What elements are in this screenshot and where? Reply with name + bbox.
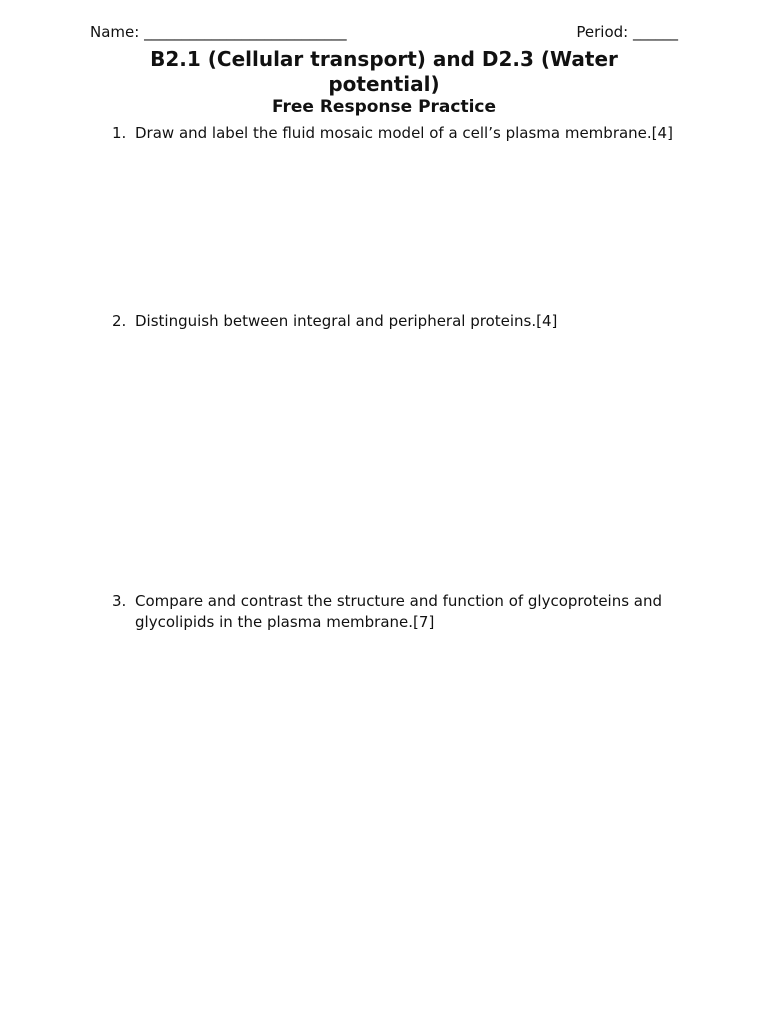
question-number: 2. <box>112 312 127 330</box>
question-number: 3. <box>112 592 127 610</box>
question-number: 1. <box>112 124 127 142</box>
period-field[interactable]: Period: ______ <box>576 23 678 41</box>
question-text: Distinguish between integral and peripheral proteins.[4] <box>135 312 558 330</box>
page-subtitle: Free Response Practice <box>271 97 497 117</box>
answer-space-2[interactable] <box>112 338 692 578</box>
page-title: B2.1 (Cellular transport) and D2.3 (Water potential) <box>150 47 618 96</box>
name-field[interactable]: Name: ___________________________ <box>90 23 347 41</box>
answer-space-1[interactable] <box>112 150 692 300</box>
question-text: Compare and contrast the structure and function of glycoproteins and glycolipids in the plasma membrane.[7] <box>135 592 663 631</box>
student-info-row <box>90 22 678 42</box>
question-text: Draw and label the fluid mosaic model of a cell’s plasma membrane.[4] <box>135 124 673 142</box>
answer-space-3[interactable] <box>112 640 692 1000</box>
